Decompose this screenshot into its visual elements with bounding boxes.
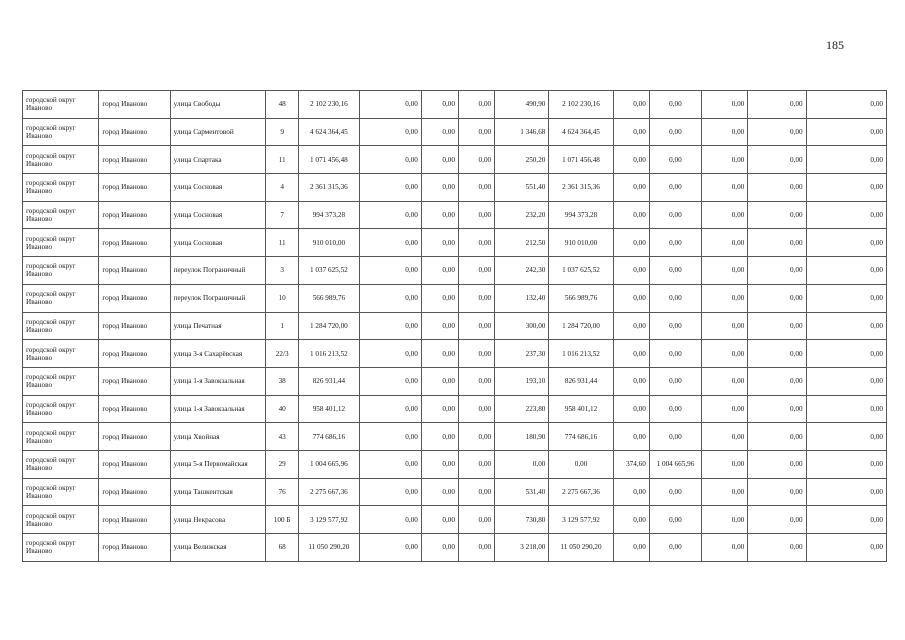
cell-col-7: 0,00 <box>421 395 458 423</box>
cell-col-10: 2 361 315,36 <box>549 174 613 202</box>
cell-col-11: 0,00 <box>613 423 649 451</box>
cell-col-10: 994 373,28 <box>549 201 613 229</box>
cell-col-7: 0,00 <box>421 229 458 257</box>
cell-col-7: 0,00 <box>421 91 458 119</box>
cell-col-12: 0,00 <box>649 91 701 119</box>
housing-repair-table <box>22 90 887 562</box>
cell-col-13: 0,00 <box>702 284 748 312</box>
cell-street: улица 5-я Первомайская <box>170 450 265 478</box>
cell-area: 0,00 <box>495 450 549 478</box>
cell-house-number: 38 <box>266 367 299 395</box>
cell-col-6: 0,00 <box>359 423 421 451</box>
cell-col-15: 0,00 <box>806 201 886 229</box>
table-row <box>23 367 887 395</box>
cell-house-number: 76 <box>266 478 299 506</box>
cell-col-7: 0,00 <box>421 146 458 174</box>
cell-col-14: 0,00 <box>748 284 806 312</box>
cell-street: улица Печатная <box>170 312 265 340</box>
cell-col-6: 0,00 <box>359 450 421 478</box>
cell-col-11: 0,00 <box>613 229 649 257</box>
cell-col-15: 0,00 <box>806 312 886 340</box>
cell-total-cost: 1 037 625,52 <box>299 257 359 285</box>
cell-municipality: городской округ Иваново <box>23 450 99 478</box>
cell-col-8: 0,00 <box>458 340 494 368</box>
cell-area: 237,30 <box>495 340 549 368</box>
cell-col-8: 0,00 <box>458 201 494 229</box>
cell-col-7: 0,00 <box>421 450 458 478</box>
cell-col-6: 0,00 <box>359 534 421 562</box>
cell-house-number: 11 <box>266 146 299 174</box>
cell-col-13: 0,00 <box>702 118 748 146</box>
cell-settlement: город Иваново <box>99 257 170 285</box>
cell-municipality: городской округ Иваново <box>23 534 99 562</box>
cell-settlement: город Иваново <box>99 118 170 146</box>
cell-col-13: 0,00 <box>702 423 748 451</box>
cell-col-7: 0,00 <box>421 478 458 506</box>
cell-municipality: городской округ Иваново <box>23 229 99 257</box>
cell-house-number: 48 <box>266 91 299 119</box>
cell-col-14: 0,00 <box>748 118 806 146</box>
table-row <box>23 534 887 562</box>
page-number: 185 <box>826 38 844 52</box>
cell-col-7: 0,00 <box>421 201 458 229</box>
cell-col-12: 0,00 <box>649 340 701 368</box>
cell-settlement: город Иваново <box>99 312 170 340</box>
cell-col-13: 0,00 <box>702 395 748 423</box>
cell-municipality: городской округ Иваново <box>23 284 99 312</box>
cell-col-11: 0,00 <box>613 367 649 395</box>
cell-col-11: 0,00 <box>613 201 649 229</box>
cell-col-13: 0,00 <box>702 506 748 534</box>
cell-col-10: 1 071 456,48 <box>549 146 613 174</box>
cell-house-number: 1 <box>266 312 299 340</box>
table-row <box>23 257 887 285</box>
table-row <box>23 229 887 257</box>
cell-col-11: 0,00 <box>613 284 649 312</box>
cell-house-number: 9 <box>266 118 299 146</box>
cell-street: улица 3-я Сахарёвская <box>170 340 265 368</box>
cell-col-13: 0,00 <box>702 257 748 285</box>
cell-settlement: город Иваново <box>99 284 170 312</box>
cell-col-14: 0,00 <box>748 367 806 395</box>
cell-municipality: городской округ Иваново <box>23 395 99 423</box>
cell-col-6: 0,00 <box>359 395 421 423</box>
cell-col-6: 0,00 <box>359 478 421 506</box>
cell-col-15: 0,00 <box>806 340 886 368</box>
cell-col-8: 0,00 <box>458 312 494 340</box>
cell-col-15: 0,00 <box>806 506 886 534</box>
cell-col-11: 0,00 <box>613 478 649 506</box>
cell-col-7: 0,00 <box>421 367 458 395</box>
cell-col-15: 0,00 <box>806 91 886 119</box>
cell-total-cost: 826 931,44 <box>299 367 359 395</box>
cell-col-15: 0,00 <box>806 395 886 423</box>
table-row <box>23 284 887 312</box>
cell-municipality: городской округ Иваново <box>23 118 99 146</box>
cell-municipality: городской округ Иваново <box>23 257 99 285</box>
cell-col-12: 0,00 <box>649 257 701 285</box>
cell-col-14: 0,00 <box>748 174 806 202</box>
cell-col-13: 0,00 <box>702 91 748 119</box>
cell-area: 1 346,68 <box>495 118 549 146</box>
cell-col-14: 0,00 <box>748 257 806 285</box>
cell-col-14: 0,00 <box>748 340 806 368</box>
cell-col-7: 0,00 <box>421 257 458 285</box>
cell-col-15: 0,00 <box>806 174 886 202</box>
cell-col-7: 0,00 <box>421 174 458 202</box>
cell-total-cost: 2 275 667,36 <box>299 478 359 506</box>
cell-street: улица Хвойная <box>170 423 265 451</box>
cell-col-11: 0,00 <box>613 146 649 174</box>
cell-municipality: городской округ Иваново <box>23 340 99 368</box>
cell-settlement: город Иваново <box>99 146 170 174</box>
cell-total-cost: 1 016 213,52 <box>299 340 359 368</box>
cell-col-10: 11 050 290,20 <box>549 534 613 562</box>
cell-municipality: городской округ Иваново <box>23 367 99 395</box>
cell-total-cost: 3 129 577,92 <box>299 506 359 534</box>
cell-municipality: городской округ Иваново <box>23 91 99 119</box>
cell-street: улица Некрасова <box>170 506 265 534</box>
cell-col-12: 0,00 <box>649 312 701 340</box>
cell-total-cost: 2 102 230,16 <box>299 91 359 119</box>
cell-street: переулок Пограничный <box>170 284 265 312</box>
cell-col-13: 0,00 <box>702 201 748 229</box>
cell-municipality: городской округ Иваново <box>23 201 99 229</box>
cell-total-cost: 958 401,12 <box>299 395 359 423</box>
cell-col-13: 0,00 <box>702 312 748 340</box>
cell-col-14: 0,00 <box>748 201 806 229</box>
cell-col-8: 0,00 <box>458 229 494 257</box>
cell-total-cost: 1 071 456,48 <box>299 146 359 174</box>
cell-area: 212,50 <box>495 229 549 257</box>
cell-col-10: 2 102 230,16 <box>549 91 613 119</box>
cell-col-8: 0,00 <box>458 91 494 119</box>
table-row <box>23 478 887 506</box>
cell-street: улица Сосновая <box>170 174 265 202</box>
cell-col-13: 0,00 <box>702 340 748 368</box>
cell-col-7: 0,00 <box>421 284 458 312</box>
cell-col-8: 0,00 <box>458 174 494 202</box>
cell-area: 730,80 <box>495 506 549 534</box>
table-row <box>23 340 887 368</box>
cell-area: 223,80 <box>495 395 549 423</box>
cell-col-12: 0,00 <box>649 174 701 202</box>
cell-col-11: 0,00 <box>613 118 649 146</box>
cell-col-15: 0,00 <box>806 534 886 562</box>
cell-col-12: 1 004 665,96 <box>649 450 701 478</box>
cell-area: 490,90 <box>495 91 549 119</box>
cell-col-6: 0,00 <box>359 506 421 534</box>
cell-col-6: 0,00 <box>359 174 421 202</box>
cell-municipality: городской округ Иваново <box>23 146 99 174</box>
cell-col-11: 0,00 <box>613 312 649 340</box>
cell-col-12: 0,00 <box>649 534 701 562</box>
cell-settlement: город Иваново <box>99 91 170 119</box>
cell-settlement: город Иваново <box>99 174 170 202</box>
cell-col-6: 0,00 <box>359 284 421 312</box>
table-row <box>23 91 887 119</box>
cell-col-7: 0,00 <box>421 423 458 451</box>
cell-house-number: 100 Б <box>266 506 299 534</box>
cell-total-cost: 774 686,16 <box>299 423 359 451</box>
cell-col-11: 0,00 <box>613 395 649 423</box>
cell-area: 232,20 <box>495 201 549 229</box>
cell-col-10: 0,00 <box>549 450 613 478</box>
cell-col-14: 0,00 <box>748 423 806 451</box>
cell-col-12: 0,00 <box>649 478 701 506</box>
cell-area: 3 218,00 <box>495 534 549 562</box>
cell-house-number: 10 <box>266 284 299 312</box>
cell-settlement: город Иваново <box>99 340 170 368</box>
table-row <box>23 423 887 451</box>
cell-col-8: 0,00 <box>458 257 494 285</box>
cell-house-number: 43 <box>266 423 299 451</box>
cell-total-cost: 910 010,00 <box>299 229 359 257</box>
cell-col-14: 0,00 <box>748 450 806 478</box>
cell-col-8: 0,00 <box>458 534 494 562</box>
cell-municipality: городской округ Иваново <box>23 506 99 534</box>
table-row <box>23 146 887 174</box>
cell-col-10: 3 129 577,92 <box>549 506 613 534</box>
cell-col-8: 0,00 <box>458 395 494 423</box>
cell-area: 250,20 <box>495 146 549 174</box>
cell-street: улица Сарментовой <box>170 118 265 146</box>
cell-house-number: 7 <box>266 201 299 229</box>
cell-col-7: 0,00 <box>421 534 458 562</box>
cell-col-12: 0,00 <box>649 146 701 174</box>
cell-total-cost: 4 624 364,45 <box>299 118 359 146</box>
cell-total-cost: 1 284 720,00 <box>299 312 359 340</box>
cell-col-7: 0,00 <box>421 506 458 534</box>
cell-col-12: 0,00 <box>649 395 701 423</box>
cell-col-11: 0,00 <box>613 91 649 119</box>
table-row <box>23 450 887 478</box>
cell-municipality: городской округ Иваново <box>23 174 99 202</box>
cell-col-12: 0,00 <box>649 229 701 257</box>
cell-house-number: 40 <box>266 395 299 423</box>
cell-col-10: 1 016 213,52 <box>549 340 613 368</box>
cell-municipality: городской округ Иваново <box>23 312 99 340</box>
cell-col-15: 0,00 <box>806 367 886 395</box>
cell-col-10: 910 010,00 <box>549 229 613 257</box>
cell-col-10: 826 931,44 <box>549 367 613 395</box>
cell-col-12: 0,00 <box>649 423 701 451</box>
cell-col-14: 0,00 <box>748 395 806 423</box>
cell-street: улица Ташкентская <box>170 478 265 506</box>
cell-col-8: 0,00 <box>458 450 494 478</box>
cell-col-10: 1 284 720,00 <box>549 312 613 340</box>
cell-area: 242,30 <box>495 257 549 285</box>
cell-col-7: 0,00 <box>421 312 458 340</box>
cell-col-14: 0,00 <box>748 312 806 340</box>
cell-total-cost: 566 989,76 <box>299 284 359 312</box>
cell-col-6: 0,00 <box>359 91 421 119</box>
cell-col-6: 0,00 <box>359 312 421 340</box>
cell-col-10: 1 037 625,52 <box>549 257 613 285</box>
cell-col-13: 0,00 <box>702 367 748 395</box>
cell-col-11: 0,00 <box>613 506 649 534</box>
cell-col-8: 0,00 <box>458 146 494 174</box>
cell-col-6: 0,00 <box>359 229 421 257</box>
cell-street: улица Сосновая <box>170 229 265 257</box>
cell-col-6: 0,00 <box>359 340 421 368</box>
cell-col-13: 0,00 <box>702 174 748 202</box>
cell-col-14: 0,00 <box>748 146 806 174</box>
cell-house-number: 68 <box>266 534 299 562</box>
cell-col-6: 0,00 <box>359 257 421 285</box>
cell-col-14: 0,00 <box>748 478 806 506</box>
cell-col-15: 0,00 <box>806 229 886 257</box>
cell-total-cost: 2 361 315,36 <box>299 174 359 202</box>
cell-settlement: город Иваново <box>99 367 170 395</box>
cell-col-8: 0,00 <box>458 478 494 506</box>
cell-col-6: 0,00 <box>359 367 421 395</box>
cell-col-10: 774 686,16 <box>549 423 613 451</box>
cell-total-cost: 11 050 290,20 <box>299 534 359 562</box>
cell-col-13: 0,00 <box>702 450 748 478</box>
cell-col-14: 0,00 <box>748 506 806 534</box>
cell-settlement: город Иваново <box>99 534 170 562</box>
cell-col-11: 0,00 <box>613 257 649 285</box>
cell-col-14: 0,00 <box>748 91 806 119</box>
cell-col-7: 0,00 <box>421 118 458 146</box>
cell-house-number: 22/3 <box>266 340 299 368</box>
cell-col-13: 0,00 <box>702 229 748 257</box>
cell-street: улица 1-я Завокзальная <box>170 367 265 395</box>
cell-col-13: 0,00 <box>702 478 748 506</box>
cell-col-15: 0,00 <box>806 257 886 285</box>
cell-col-15: 0,00 <box>806 450 886 478</box>
cell-area: 193,10 <box>495 367 549 395</box>
table-row <box>23 174 887 202</box>
cell-settlement: город Иваново <box>99 201 170 229</box>
cell-col-7: 0,00 <box>421 340 458 368</box>
cell-street: улица Сосновая <box>170 201 265 229</box>
table-row <box>23 118 887 146</box>
cell-col-6: 0,00 <box>359 201 421 229</box>
cell-col-15: 0,00 <box>806 118 886 146</box>
cell-col-12: 0,00 <box>649 118 701 146</box>
cell-col-11: 0,00 <box>613 174 649 202</box>
cell-house-number: 29 <box>266 450 299 478</box>
cell-col-8: 0,00 <box>458 284 494 312</box>
cell-settlement: город Иваново <box>99 229 170 257</box>
cell-col-8: 0,00 <box>458 367 494 395</box>
cell-area: 531,40 <box>495 478 549 506</box>
cell-col-11: 0,00 <box>613 340 649 368</box>
cell-col-10: 566 989,76 <box>549 284 613 312</box>
table-row <box>23 395 887 423</box>
cell-col-15: 0,00 <box>806 284 886 312</box>
cell-street: улица Спартака <box>170 146 265 174</box>
cell-col-12: 0,00 <box>649 201 701 229</box>
table-row <box>23 506 887 534</box>
cell-col-8: 0,00 <box>458 423 494 451</box>
cell-municipality: городской округ Иваново <box>23 423 99 451</box>
cell-settlement: город Иваново <box>99 450 170 478</box>
cell-total-cost: 1 004 665,96 <box>299 450 359 478</box>
cell-col-14: 0,00 <box>748 534 806 562</box>
cell-col-15: 0,00 <box>806 423 886 451</box>
cell-col-11: 0,00 <box>613 534 649 562</box>
cell-street: переулок Пограничный <box>170 257 265 285</box>
cell-col-6: 0,00 <box>359 118 421 146</box>
cell-street: улица Велижская <box>170 534 265 562</box>
cell-col-15: 0,00 <box>806 478 886 506</box>
cell-settlement: город Иваново <box>99 395 170 423</box>
cell-settlement: город Иваново <box>99 506 170 534</box>
cell-house-number: 11 <box>266 229 299 257</box>
cell-area: 300,00 <box>495 312 549 340</box>
cell-col-12: 0,00 <box>649 284 701 312</box>
cell-col-10: 958 401,12 <box>549 395 613 423</box>
cell-col-10: 2 275 667,36 <box>549 478 613 506</box>
cell-settlement: город Иваново <box>99 478 170 506</box>
table-row <box>23 312 887 340</box>
cell-col-6: 0,00 <box>359 146 421 174</box>
cell-area: 132,40 <box>495 284 549 312</box>
cell-street: улица Свободы <box>170 91 265 119</box>
cell-col-8: 0,00 <box>458 506 494 534</box>
cell-area: 551,40 <box>495 174 549 202</box>
cell-settlement: город Иваново <box>99 423 170 451</box>
cell-house-number: 3 <box>266 257 299 285</box>
cell-total-cost: 994 373,28 <box>299 201 359 229</box>
cell-area: 180,90 <box>495 423 549 451</box>
cell-col-15: 0,00 <box>806 146 886 174</box>
cell-col-8: 0,00 <box>458 118 494 146</box>
cell-street: улица 1-я Завокзальная <box>170 395 265 423</box>
cell-house-number: 4 <box>266 174 299 202</box>
cell-col-13: 0,00 <box>702 534 748 562</box>
cell-col-12: 0,00 <box>649 506 701 534</box>
cell-col-12: 0,00 <box>649 367 701 395</box>
cell-col-13: 0,00 <box>702 146 748 174</box>
cell-col-11: 374,60 <box>613 450 649 478</box>
table-row <box>23 201 887 229</box>
cell-col-14: 0,00 <box>748 229 806 257</box>
cell-municipality: городской округ Иваново <box>23 478 99 506</box>
cell-col-10: 4 624 364,45 <box>549 118 613 146</box>
